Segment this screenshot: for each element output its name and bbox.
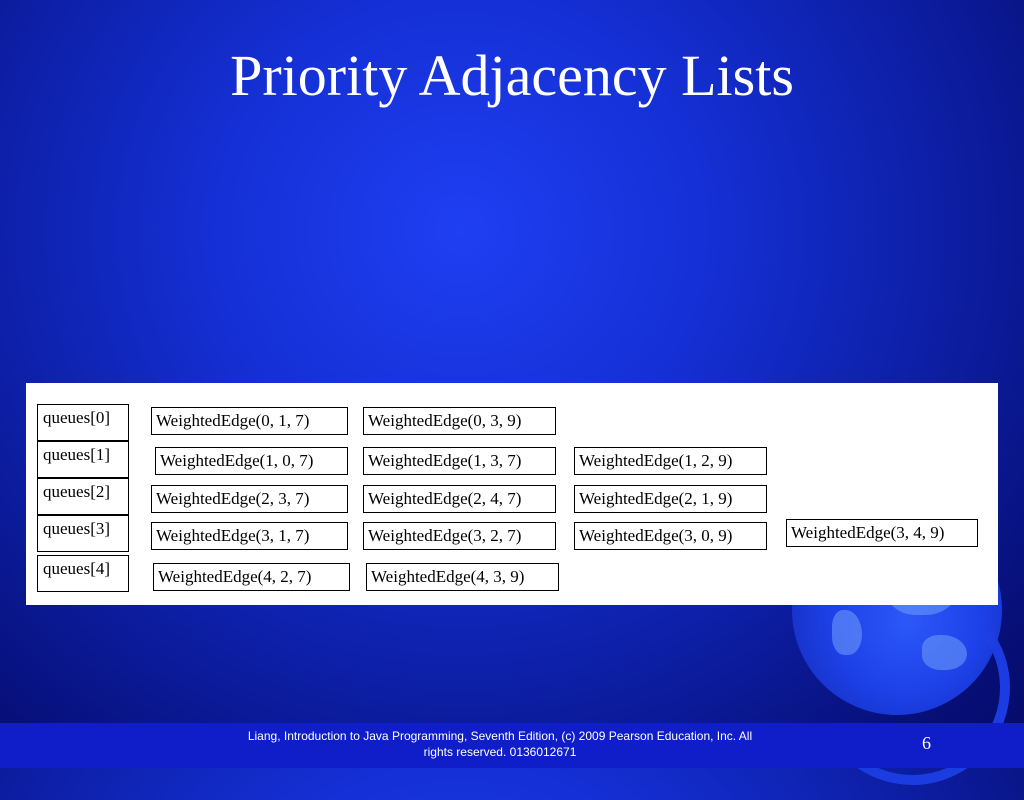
footer-copyright (195, 728, 805, 760)
queue-label: queues[2] (37, 478, 129, 515)
weighted-edge: WeightedEdge(4, 2, 7) (153, 563, 350, 591)
weighted-edge: WeightedEdge(3, 2, 7) (363, 522, 556, 550)
weighted-edge: WeightedEdge(2, 3, 7) (151, 485, 348, 513)
weighted-edge: WeightedEdge(3, 0, 9) (574, 522, 767, 550)
footer-line: rights reserved. 0136012671 (423, 745, 577, 759)
queue-label: queues[3] (37, 515, 129, 552)
globe-land-decoration (922, 635, 967, 670)
weighted-edge: WeightedEdge(2, 4, 7) (363, 485, 556, 513)
queue-label: queues[0] (37, 404, 129, 441)
weighted-edge: WeightedEdge(3, 4, 9) (786, 519, 978, 547)
weighted-edge: WeightedEdge(2, 1, 9) (574, 485, 767, 513)
globe-land-decoration (832, 610, 862, 655)
footer-line: Liang, Introduction to Java Programming, Seventh Edition, (c) 2009 Pearson Education, Inc. All (247, 729, 753, 743)
weighted-edge: WeightedEdge(1, 0, 7) (155, 447, 348, 475)
queue-label: queues[1] (37, 441, 129, 478)
slide-title: Priority Adjacency Lists (230, 43, 794, 108)
weighted-edge: WeightedEdge(4, 3, 9) (366, 563, 559, 591)
page-number: 6 (922, 733, 931, 753)
weighted-edge: WeightedEdge(0, 3, 9) (363, 407, 556, 435)
weighted-edge: WeightedEdge(1, 2, 9) (574, 447, 767, 475)
weighted-edge: WeightedEdge(1, 3, 7) (363, 447, 556, 475)
weighted-edge: WeightedEdge(3, 1, 7) (151, 522, 348, 550)
weighted-edge: WeightedEdge(0, 1, 7) (151, 407, 348, 435)
queue-label: queues[4] (37, 555, 129, 592)
